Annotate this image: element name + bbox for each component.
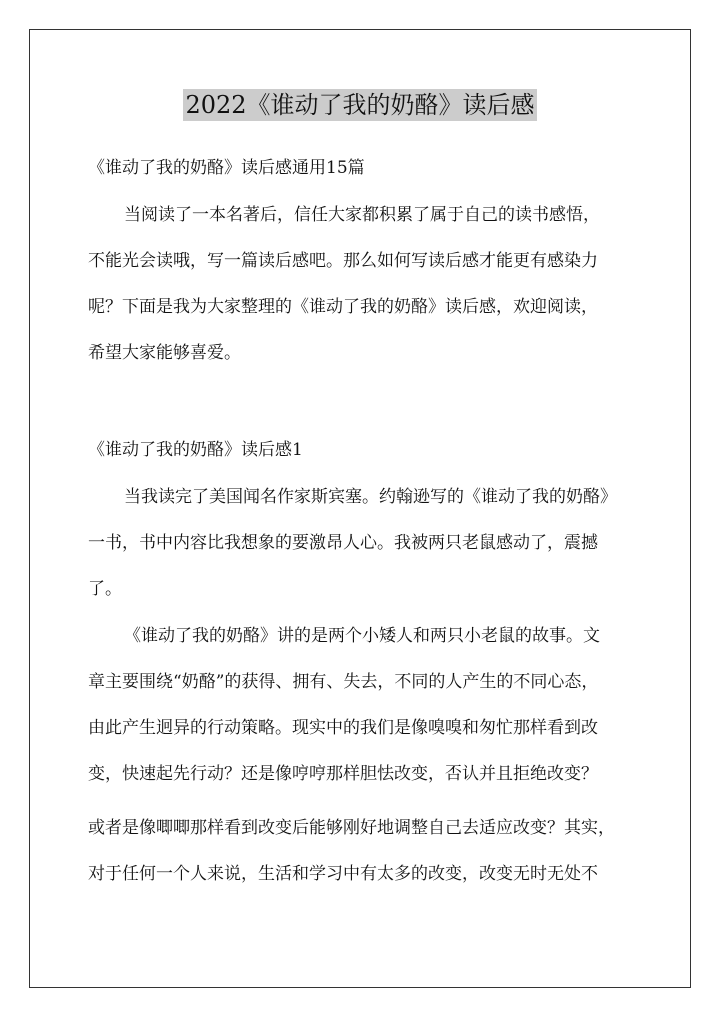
paragraph-line: 由此产生迥异的行动策略。现实中的我们是像嗅嗅和匆忙那样看到改 [88, 718, 598, 738]
intro-line: 希望大家能够喜爱。 [88, 343, 241, 363]
intro-line: 当阅读了一本名著后，信任大家都积累了属于自己的读书感悟， [124, 205, 600, 225]
document-title: 2022《谁动了我的奶酪》读后感 [185, 91, 535, 119]
paragraph-line: 或者是像唧唧那样看到改变后能够刚好地调整自己去适应改变？其实， [88, 818, 615, 838]
intro-line: 呢？下面是我为大家整理的《谁动了我的奶酪》读后感，欢迎阅读， [88, 297, 598, 317]
section-heading: 《谁动了我的奶酪》读后感1 [88, 440, 303, 460]
document-title-container [0, 88, 720, 122]
intro-line: 不能光会读哦，写一篇读后感吧。那么如何写读后感才能更有感染力 [88, 251, 598, 271]
paragraph-line: 一书，书中内容比我想象的要激昂人心。我被两只老鼠感动了，震撼 [88, 533, 598, 553]
paragraph-line: 对于任何一个人来说，生活和学习中有太多的改变，改变无时无处不 [88, 864, 598, 884]
paragraph-line: 当我读完了美国闻名作家斯宾塞。约翰逊写的《谁动了我的奶酪》 [124, 487, 617, 507]
paragraph-line: 《谁动了我的奶酪》讲的是两个小矮人和两只小老鼠的故事。文 [124, 626, 600, 646]
paragraph-line: 章主要围绕“奶酪”的获得、拥有、失去，不同的人产生的不同心态， [88, 672, 599, 692]
paragraph-line: 变，快速起先行动？还是像哼哼那样胆怯改变，否认并且拒绝改变？ [88, 764, 598, 784]
subtitle: 《谁动了我的奶酪》读后感通用15篇 [88, 158, 365, 178]
paragraph-line: 了。 [88, 579, 122, 599]
